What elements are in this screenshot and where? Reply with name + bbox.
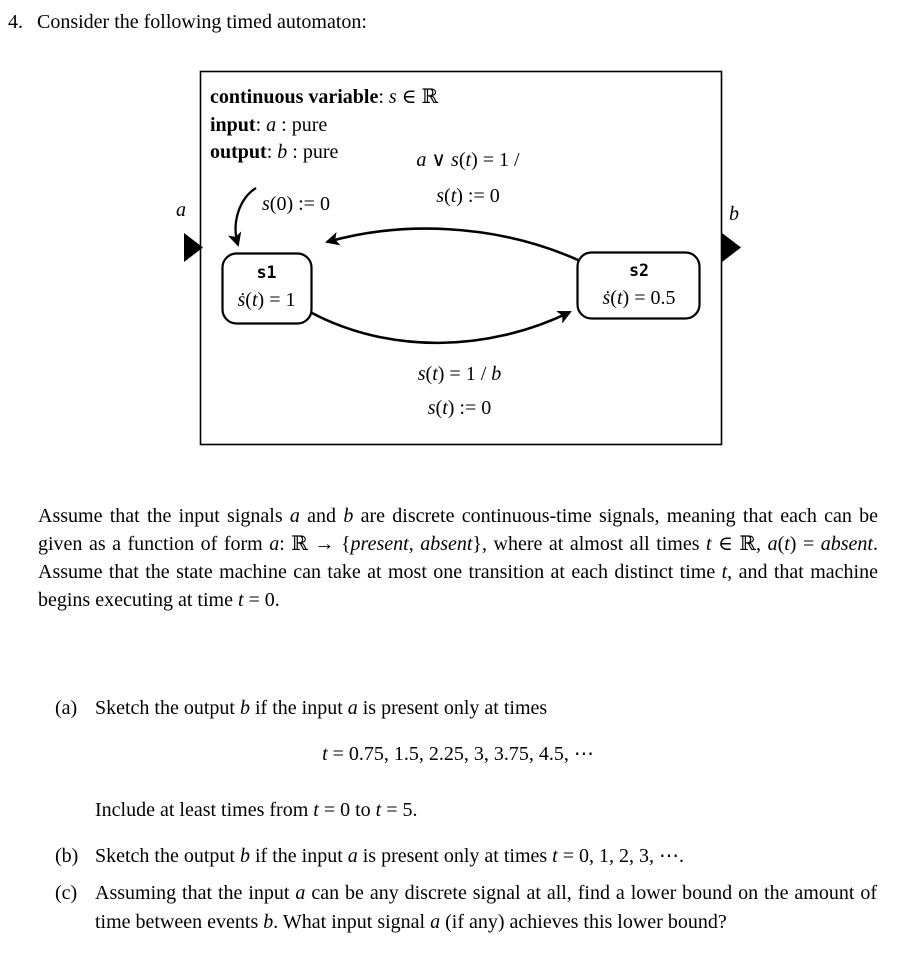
state-s2-label	[578, 255, 700, 312]
part-a	[55, 694, 877, 723]
part-c-label: (c)	[55, 882, 78, 904]
problem-number: 4.	[8, 11, 23, 33]
state-s2-name: s2	[629, 261, 649, 280]
declaration-output: output: b : pure	[210, 141, 339, 163]
declaration-continuous-variable: continuous variable: s ∈ ℝ	[210, 86, 439, 108]
state-s1-dynamics: ṡ(t) = 1	[237, 289, 296, 311]
part-c	[55, 879, 877, 937]
transition-s1-to-s2-guard: s(t) = 1 / b	[417, 363, 502, 385]
state-s2-dynamics: ṡ(t) = 0.5	[602, 287, 676, 309]
part-b-text: Sketch the output b if the input a is present only at times t = 0, 1, 2, 3, ⋯.	[95, 845, 685, 867]
assumption-paragraph: Assume that the input signals a and b are discrete continuous-time signals, meaning that each can be given as a function of form a: ℝ → {present, absent}, where at almost all times t ∈ ℝ, a(t) = absent. Assume that the state machine can take at most one transition at each distinct time t, and that machine begins executing at time t = 0.	[38, 505, 878, 611]
part-a-equation: t = 0.75, 1.5, 2.25, 3, 3.75, 4.5, ⋯	[322, 743, 594, 765]
part-a-label: (a)	[55, 697, 78, 719]
transition-s2-to-s1-action: s(t) := 0	[436, 185, 500, 207]
initial-action-label: s(0) := 0	[262, 193, 330, 215]
problem-intro: Consider the following timed automaton:	[37, 11, 367, 33]
transition-s1-to-s2-action: s(t) := 0	[427, 397, 492, 419]
transition-s2-to-s1-guard: a ∨ s(t) = 1 /	[416, 149, 520, 171]
part-c-text: Assuming that the input a can be any discrete signal at all, find a lower bound on the amount of time between events b. What input signal a (if any) achieves this lower bound?	[95, 882, 877, 933]
state-s1-label	[222, 257, 311, 314]
output-port-triangle-icon	[722, 233, 741, 262]
part-b-label: (b)	[55, 845, 79, 867]
initial-transition-arrow	[236, 188, 256, 245]
part-a-followup: Include at least times from t = 0 to t = 5.	[95, 799, 418, 821]
transition-s2-to-s1-arrow	[327, 229, 578, 260]
input-port-label: a	[176, 199, 186, 221]
part-a-text: Sketch the output b if the input a is present only at times	[95, 697, 548, 719]
declaration-input: input: a : pure	[210, 113, 328, 136]
state-s1-name: s1	[256, 263, 277, 282]
output-port-label: b	[729, 203, 739, 225]
part-b	[55, 842, 877, 871]
transition-s1-to-s2-arrow	[312, 312, 570, 343]
